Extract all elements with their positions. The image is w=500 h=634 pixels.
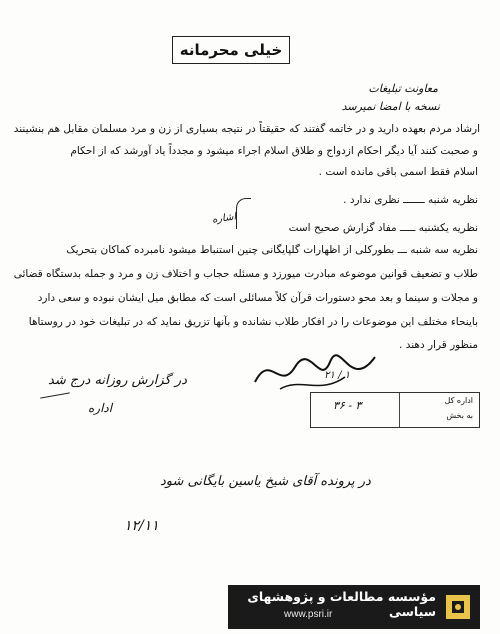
institute-logo-icon	[440, 589, 476, 625]
stamp-handwritten-number: ۳۶ - ۳	[333, 399, 362, 412]
footer-url: www.psri.ir	[284, 609, 333, 620]
handwritten-note-left-2: اداره	[88, 401, 113, 415]
body-line: ارشاد مردم بعهده دارید و در خاتمه گفتند که حقیقتاً در نتیجه بسیاری از زن و مرد مسلمان مقابل هم بنشینند	[13, 123, 480, 135]
body-line: باینحاء مختلف این موضوعات را در افکار طلاب نشانده و بآنها تزریق نماید که در تبلیغات خود در روستاها	[28, 316, 478, 328]
stamp-divider	[399, 393, 400, 427]
handwritten-note-top-2: نسخه با امضا نمیرسد	[341, 100, 440, 113]
body-line: و مجلات و سینما و بعد محو دستورات قرآن کلاً مسائلی است که مطابق میل ایشان نبوده و سعی دارد	[37, 292, 478, 304]
footer-watermark	[228, 585, 480, 629]
handwritten-insert: اشاره	[211, 211, 237, 226]
body-line: اسلام فقط اسمی باقی مانده است .	[318, 166, 478, 178]
footer-title: مؤسسه مطالعات و پژوهشهای سیاسی	[247, 589, 436, 619]
handwritten-note-left-1: در گزارش روزانه درج شد	[48, 373, 187, 388]
body-line: نظریه یکشنبه ـــــ مفاد گزارش صحیح است	[288, 222, 478, 234]
handwritten-file-number: ۱۲/۱۱	[124, 518, 159, 534]
stamp-line-2: به بخش	[446, 411, 473, 420]
body-line: طلاب و تضعیف قوانین موضوعه مبادرت میورزد و مسئله حجاب و اختلاف زن و مرد و جمله بدستگاه قضائی	[13, 268, 478, 280]
registry-stamp	[310, 392, 480, 428]
stamp-line-1: اداره کل	[444, 396, 473, 405]
body-line: و صحبت کنند آیا دیگر احکام ازدواج و طلاق اسلام اجراء میشود و مجدداً یاد آورشد که از احکام	[70, 145, 478, 157]
body-line: منظور قرار دهند .	[399, 339, 478, 351]
body-line: نظریه شنبه ـــــــ نظری ندارد .	[343, 194, 478, 206]
signature-date: ۲۱ / ۱	[324, 370, 350, 381]
note-divider	[40, 392, 70, 398]
body-line: نظریه سه شنبه ـــ بطورکلی از اظهارات گلپایگانی چنین استنباط میشود نامبرده کماکان بتحریک	[66, 244, 478, 256]
handwritten-note-bottom: در پرونده آقای شیخ یاسین بایگانی شود	[160, 474, 371, 489]
handwritten-note-top-1: معاونت تبلیغات	[368, 82, 438, 95]
handwritten-signature	[250, 347, 380, 397]
classification-title: خیلی محرمانه	[172, 36, 290, 64]
insertion-mark	[236, 198, 251, 229]
